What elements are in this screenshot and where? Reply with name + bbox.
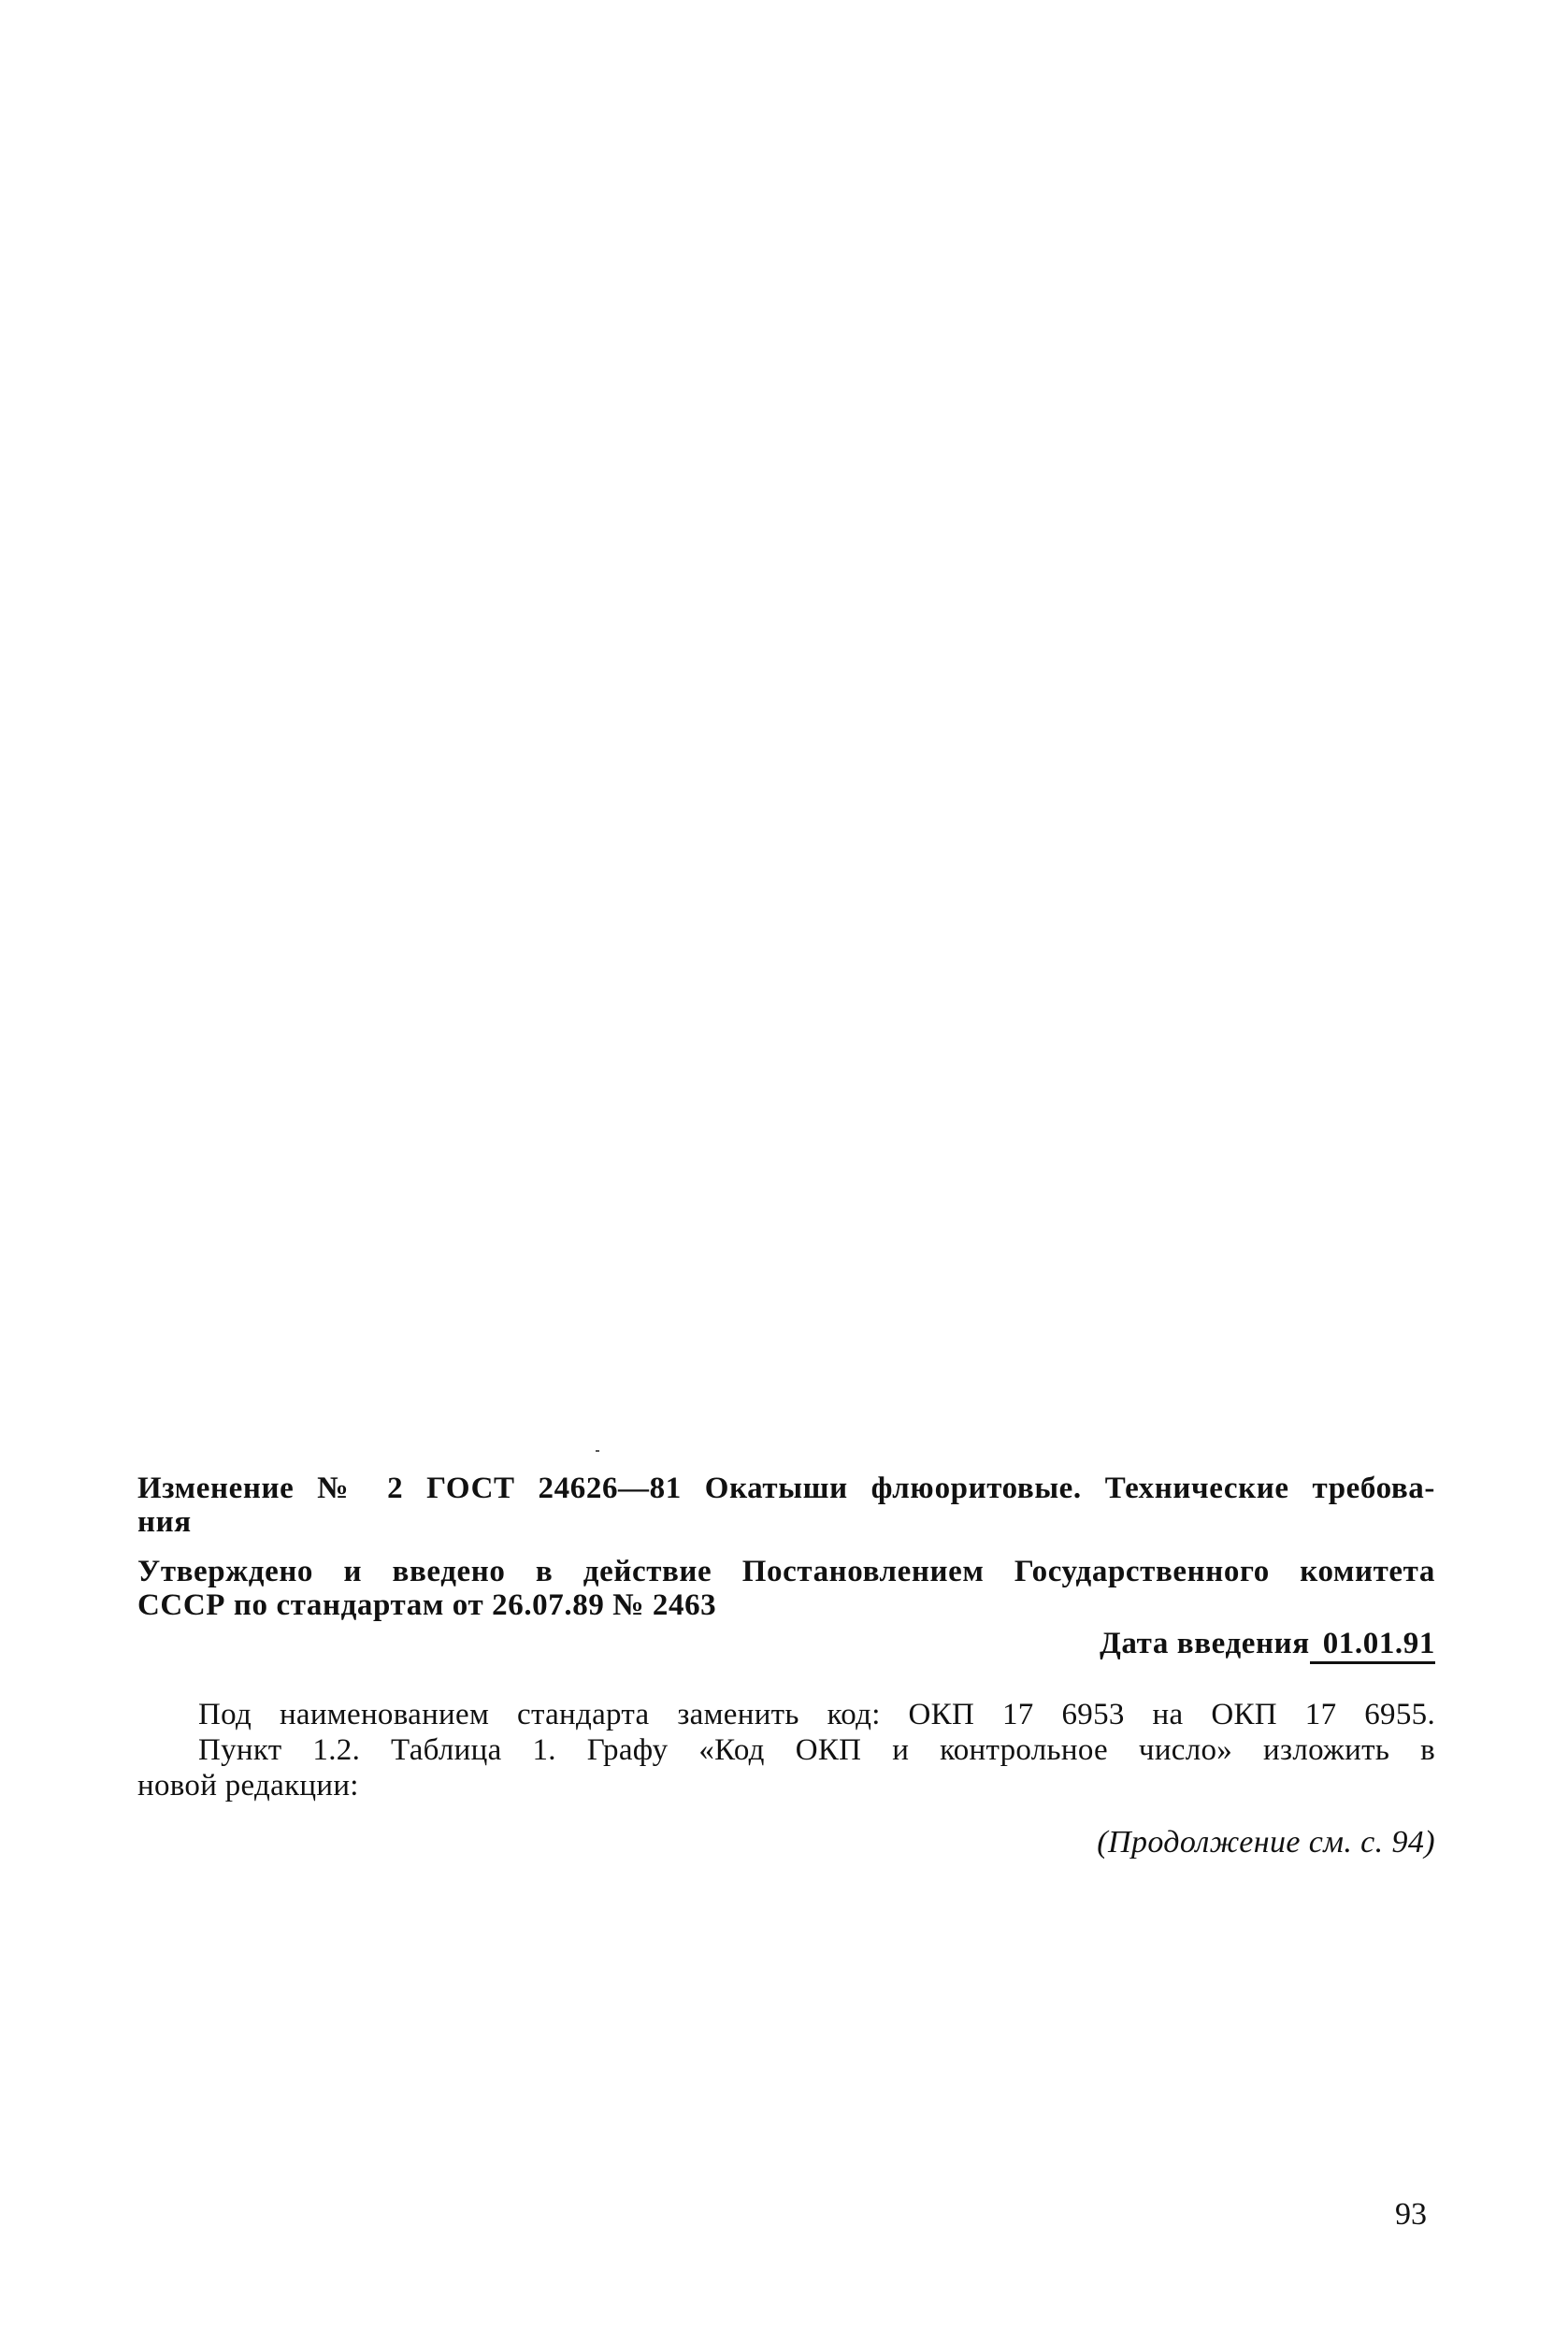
body-paragraph-2: Пункт 1.2. Таблица 1. Графу «Код ОКП и контрольное число» изложить в — [198, 1733, 1435, 1767]
amendment-title: Изменение № 2 ГОСТ 24626—81 Окатыши флюоритовые. Технические требова- — [137, 1472, 1435, 1505]
approval-statement: Утверждено и введено в действие Постановлением Государственного комитета — [137, 1555, 1435, 1588]
approval-statement-continuation: СССР по стандартам от 26.07.89 № 2463 — [137, 1588, 717, 1622]
page-number: 93 — [1395, 2197, 1427, 2232]
effective-date-label: Дата введения — [1100, 1627, 1310, 1660]
continued-note: (Продолжение см. с. 94) — [1097, 1825, 1435, 1860]
amendment-title-continuation: ния — [137, 1505, 192, 1539]
effective-date-value: 01.01.91 — [1310, 1627, 1435, 1664]
effective-date — [1100, 1627, 1435, 1664]
scan-speck — [596, 1450, 599, 1452]
body-paragraph-1: Под наименованием стандарта заменить код: ОКП 17 6953 на ОКП 17 6955. — [198, 1698, 1435, 1731]
body-paragraph-2-continuation: новой редакции: — [137, 1769, 359, 1802]
